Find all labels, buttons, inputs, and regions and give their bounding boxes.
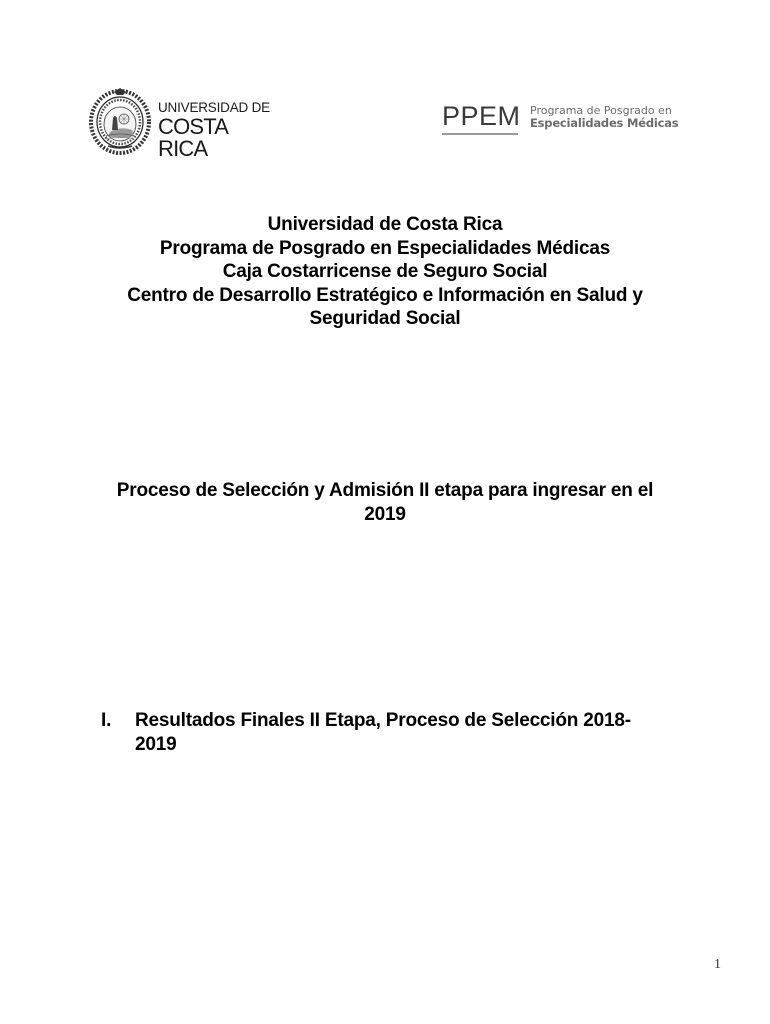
- institution-line: Universidad de Costa Rica: [267, 214, 503, 235]
- institution-line: Seguridad Social: [309, 308, 461, 329]
- ucr-wordmark-line1: UNIVERSIDAD DE: [158, 100, 270, 115]
- ppem-logo: [442, 100, 692, 142]
- ucr-wordmark-line2: COSTA RICA: [158, 113, 227, 161]
- process-title-line2: 2019: [364, 503, 406, 525]
- institution-line: Centro de Desarrollo Estratégico e Información en Salud y: [127, 284, 643, 306]
- process-title-line1: Proceso de Selección y Admisión II etapa para ingresar en el: [116, 480, 654, 501]
- ppem-subtitle: [530, 105, 678, 130]
- section-title-line2: 2019: [135, 733, 177, 755]
- institutions-heading: [0, 213, 770, 331]
- ppem-wordmark: PPEM: [442, 101, 521, 131]
- ppem-underline: [442, 133, 518, 135]
- section-title-line1: Resultados Finales II Etapa, Proceso de Selección 2018-: [135, 710, 631, 731]
- university-seal-icon: [88, 86, 152, 156]
- ucr-logo: [88, 86, 278, 161]
- ucr-wordmark: [158, 101, 278, 160]
- ppem-subtitle-line1: Programa de Posgrado en: [530, 104, 672, 117]
- ppem-subtitle-line2: Especialidades Médicas: [530, 116, 679, 131]
- page-number: 1: [714, 957, 721, 972]
- institution-line: Caja Costarricense de Seguro Social: [222, 261, 548, 282]
- institution-line: Programa de Posgrado en Especialidades Médicas: [159, 237, 611, 259]
- section-title: [135, 709, 715, 756]
- process-title: [0, 479, 770, 526]
- section-number: I.: [101, 710, 112, 731]
